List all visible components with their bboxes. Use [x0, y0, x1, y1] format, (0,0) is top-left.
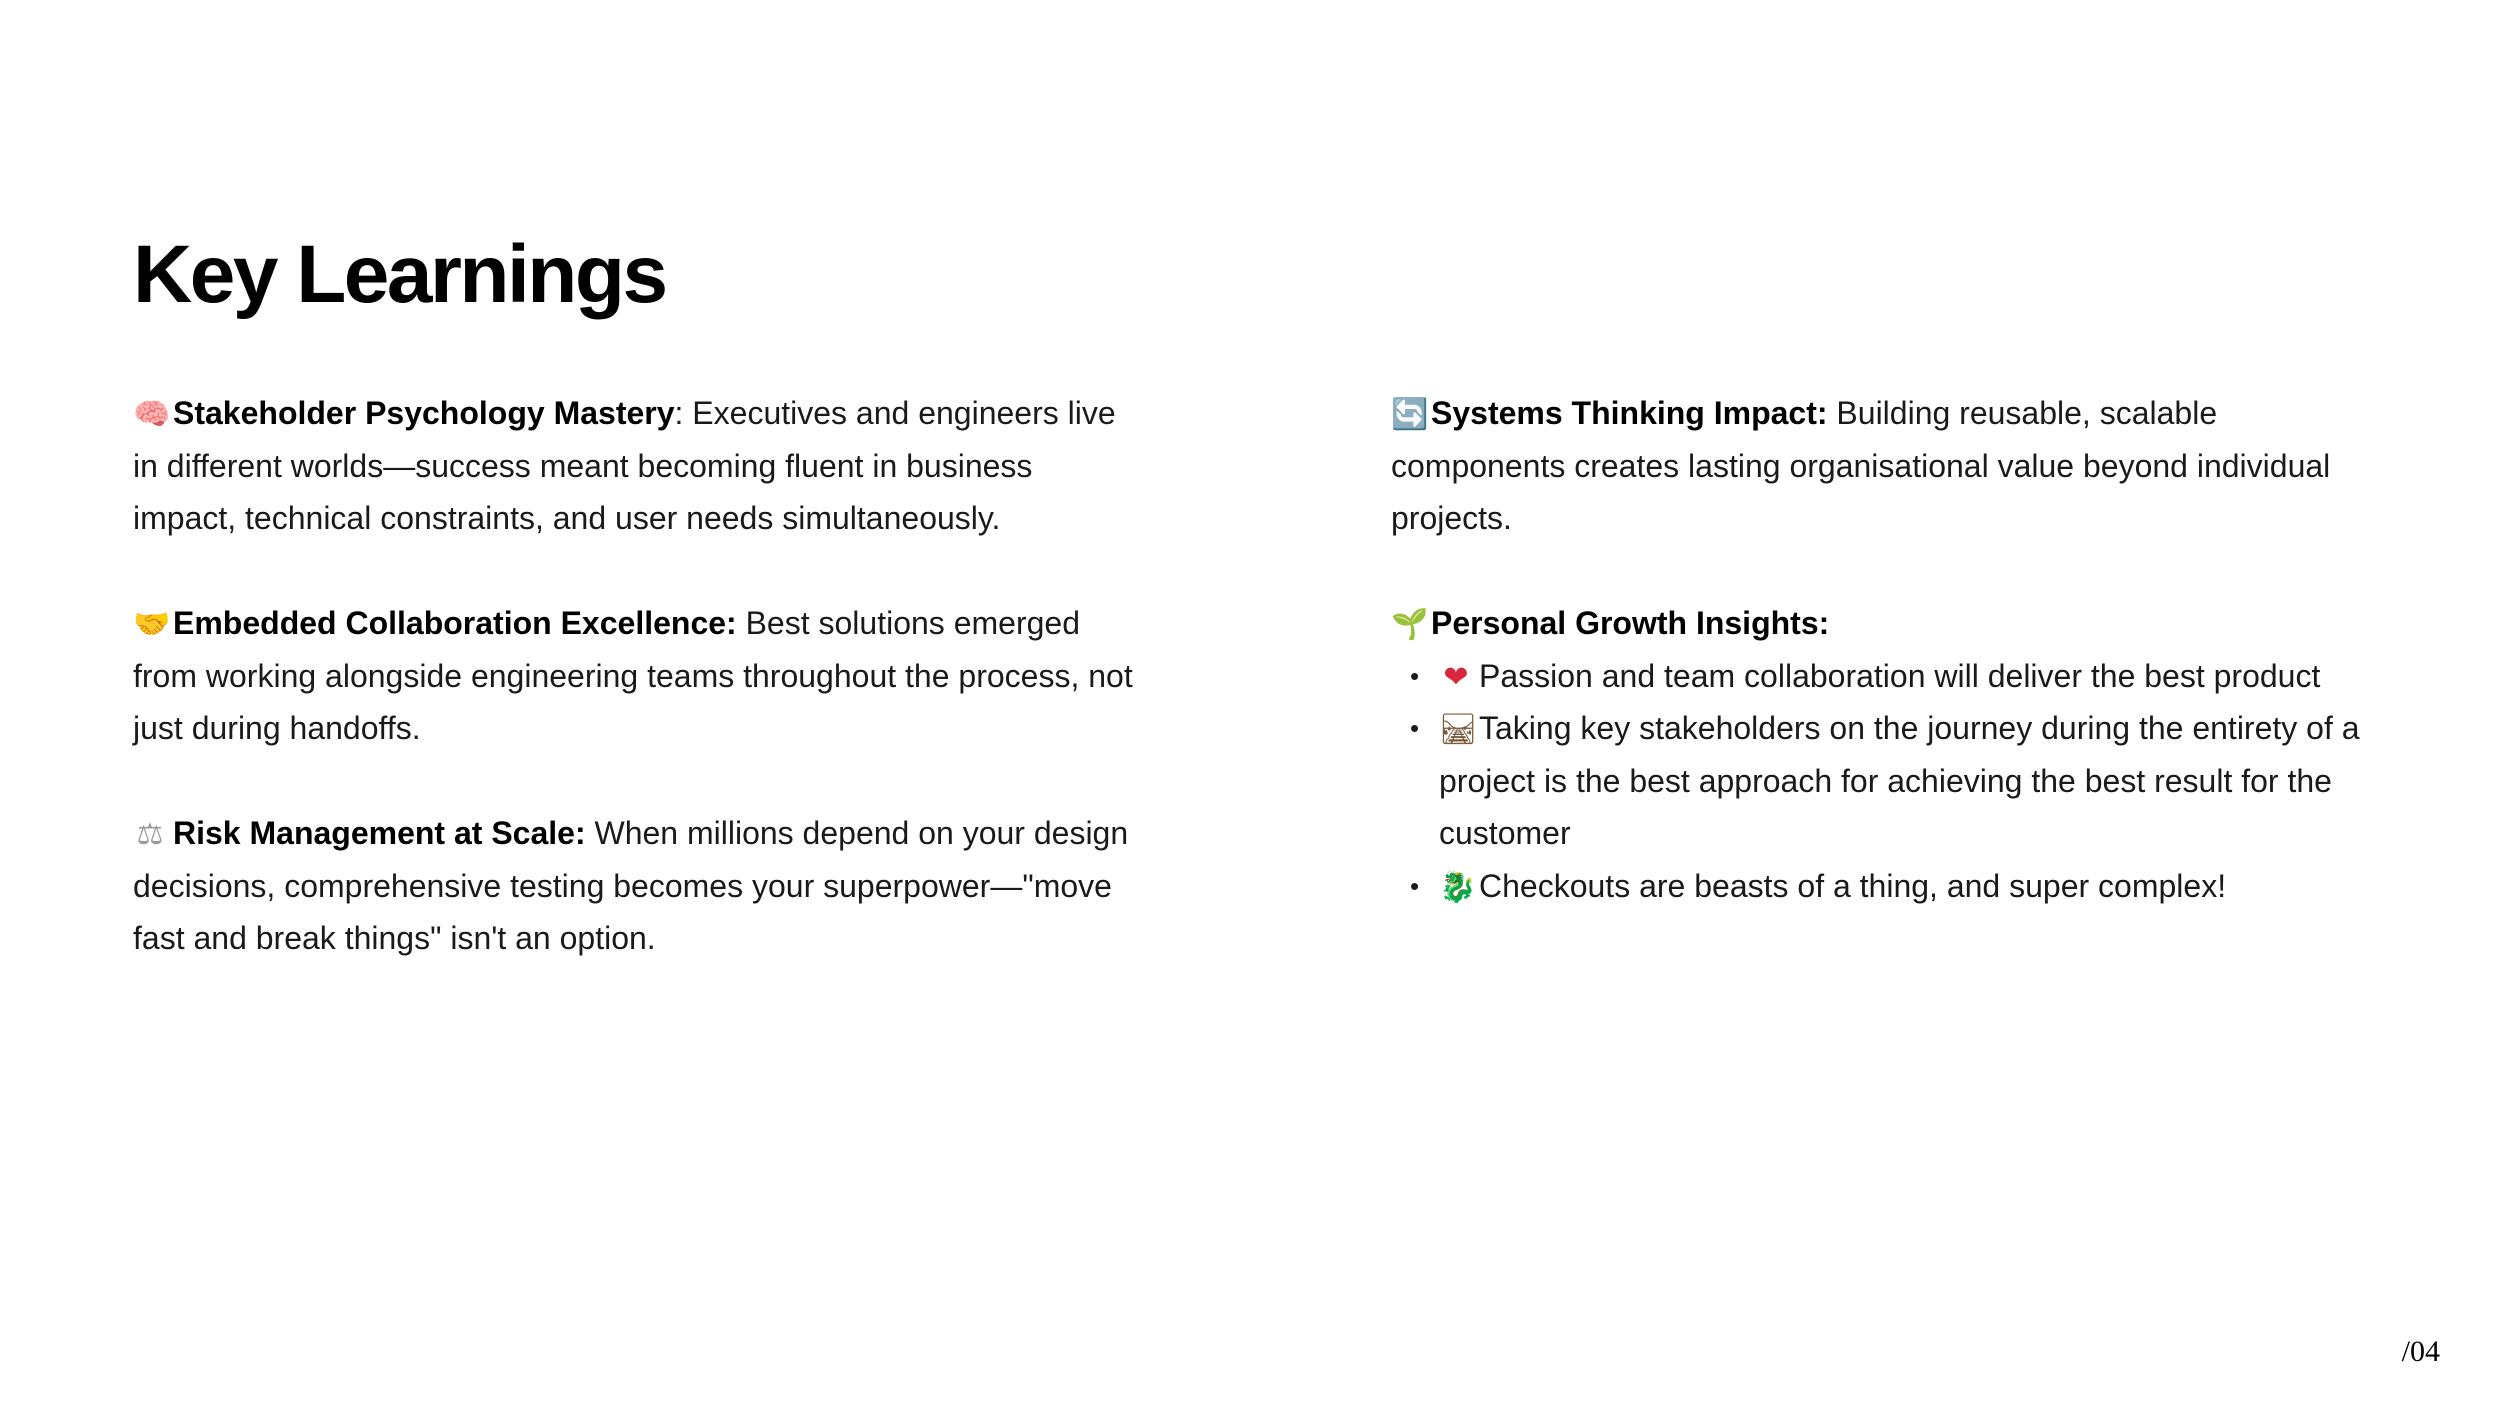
bullet-dot: • — [1410, 713, 1420, 743]
personal-growth-section — [1391, 597, 2391, 912]
learning-risk-management — [133, 807, 1143, 965]
page-title: Key Learnings — [133, 229, 666, 320]
list-item-text: Taking key stakeholders on the journey during the entirety of a project is the best approach for achieving the best result for the customer — [1439, 710, 2360, 851]
page-number: /04 — [2401, 1335, 2440, 1368]
left-column — [133, 387, 1143, 965]
learning-heading: Systems Thinking Impact: — [1431, 395, 1828, 431]
right-column — [1391, 387, 2391, 912]
list-item — [1391, 860, 2391, 913]
list-item — [1391, 650, 2391, 703]
learning-body: Executives and engineers live in different worlds—success meant becoming fluent in business impact, technical constraints, and user needs simultaneously. — [133, 395, 1116, 536]
learning-separator: : — [674, 395, 684, 431]
heart-icon: ❤ — [1443, 659, 1469, 695]
learning-systems-thinking — [1391, 387, 2391, 545]
list-item — [1391, 702, 2391, 860]
handshake-icon: 🤝 — [133, 607, 171, 642]
cycle-arrows-icon: 🔄 — [1391, 397, 1429, 432]
bullet-dot: • — [1410, 660, 1420, 691]
learning-body: Best solutions emerged from working alongside engineering teams throughout the process, not just during handoffs. — [133, 605, 1133, 746]
railway-track-icon: 🛤 — [1439, 712, 1478, 747]
list-item-text: Checkouts are beasts of a thing, and super complex! — [1479, 867, 2227, 904]
growth-insights-list — [1391, 650, 2391, 913]
seedling-icon: 🌱 — [1391, 607, 1429, 642]
personal-growth-heading — [1391, 597, 2391, 650]
dragon-icon: 🐉 — [1439, 869, 1477, 905]
learning-heading: Stakeholder Psychology Mastery — [173, 395, 675, 431]
bullet-dot: • — [1410, 870, 1420, 901]
learning-embedded-collaboration — [133, 597, 1143, 755]
list-item-text: Passion and team collaboration will deliver the best product — [1479, 657, 2321, 694]
learning-body: Building reusable, scalable components creates lasting organisational value beyond individual projects. — [1391, 395, 2331, 536]
learning-stakeholder-psychology — [133, 387, 1143, 545]
balance-scale-icon: ⚖ — [136, 817, 164, 852]
learning-body: When millions depend on your design decisions, comprehensive testing becomes your superpower—"move fast and break things" isn't an option. — [133, 815, 1129, 956]
learning-heading: Personal Growth Insights: — [1431, 605, 1830, 641]
brain-icon: 🧠 — [133, 397, 171, 432]
learning-heading: Embedded Collaboration Excellence: — [173, 605, 737, 641]
learning-heading: Risk Management at Scale: — [173, 815, 586, 851]
